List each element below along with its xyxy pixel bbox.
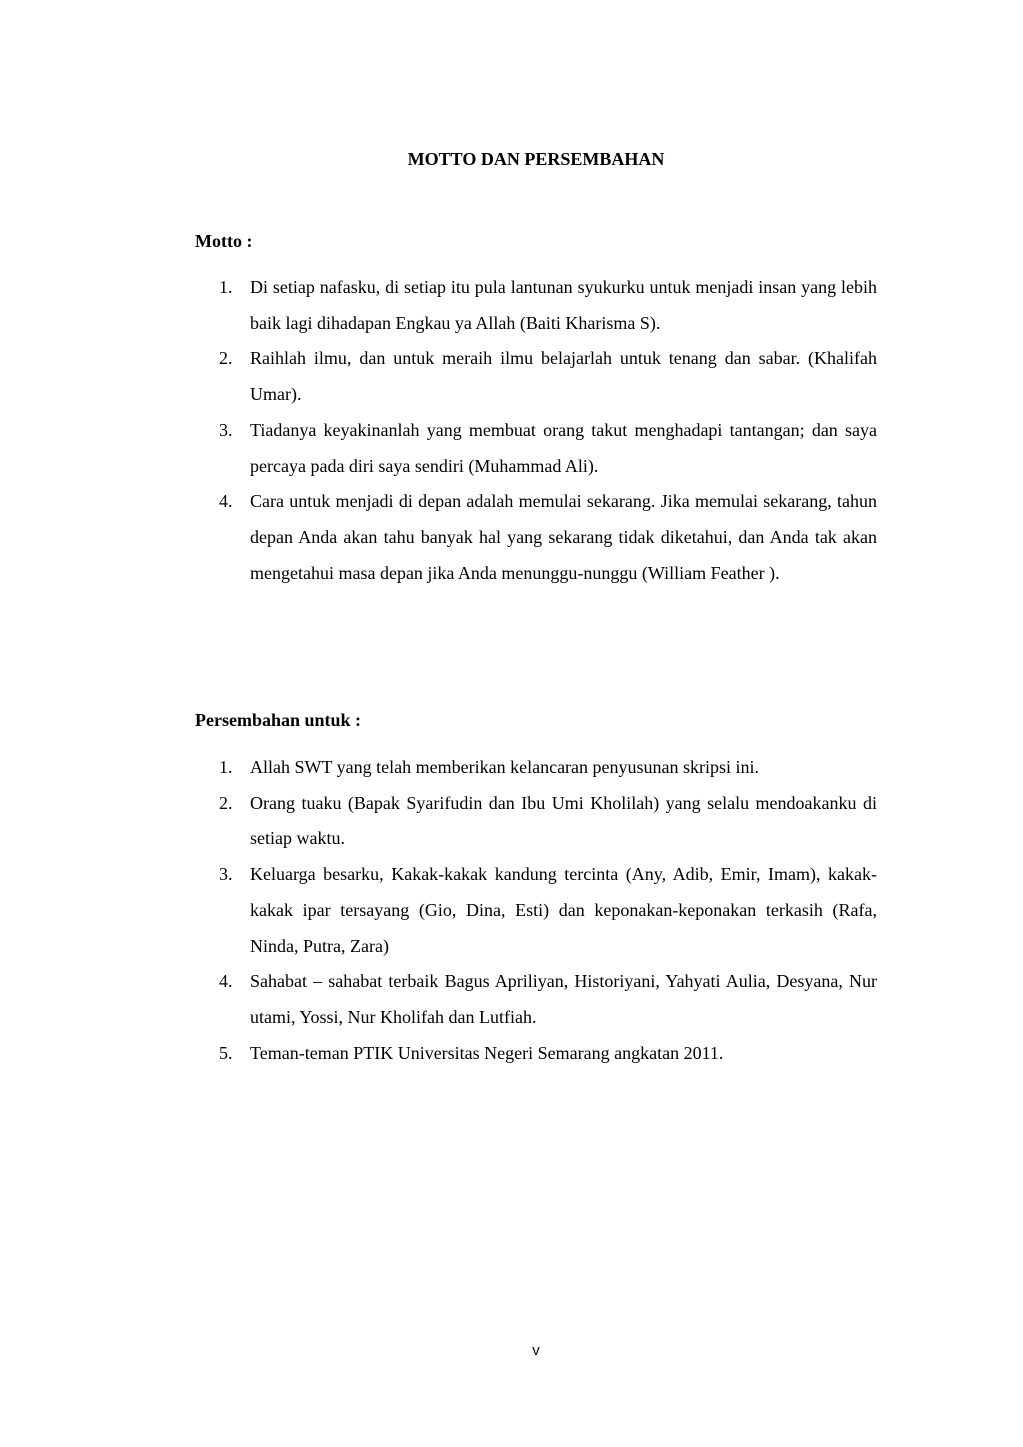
dedication-item-number: 1. (219, 757, 233, 777)
dedication-item-text: Orang tuaku (Bapak Syarifudin dan Ibu Umi Kholilah) yang selalu mendoakanku di setiap waktu. (250, 792, 877, 849)
motto-item-number: 3. (219, 419, 233, 440)
dedication-item-text: Allah SWT yang telah memberikan kelancaran penyusunan skripsi ini. (250, 757, 760, 777)
motto-item (195, 413, 877, 484)
dedication-item-number: 4. (219, 971, 233, 992)
dedication-item (195, 1036, 877, 1072)
page-number: v (532, 1342, 540, 1359)
motto-item-text: Raihlah ilmu, dan untuk meraih ilmu belajarlah untuk tenang dan sabar. (Khalifah Umar). (250, 348, 877, 405)
dedication-item (195, 857, 877, 964)
motto-item (195, 484, 877, 591)
dedication-list (195, 750, 877, 1071)
dedication-item-text: Teman-teman PTIK Universitas Negeri Semarang angkatan 2011. (250, 1042, 724, 1063)
motto-item-number: 4. (219, 491, 233, 512)
motto-heading: Motto : (195, 231, 253, 251)
motto-item-text: Tiadanya keyakinanlah yang membuat orang takut menghadapi tantangan; dan saya percaya pada diri saya sendiri (Muhammad Ali). (250, 419, 877, 476)
dedication-item (195, 750, 877, 786)
motto-item-text: Di setiap nafasku, di setiap itu pula lantunan syukurku untuk menjadi insan yang lebih baik lagi dihadapan Engkau ya Allah (Baiti Kharisma S). (250, 277, 877, 333)
dedication-item-number: 2. (219, 792, 233, 813)
dedication-item (195, 964, 877, 1035)
page-title: MOTTO DAN PERSEMBAHAN (407, 149, 665, 169)
motto-item (195, 341, 877, 412)
motto-item-number: 2. (219, 348, 233, 369)
motto-item-number: 1. (219, 277, 233, 297)
motto-item (195, 270, 877, 341)
motto-list (195, 270, 877, 591)
dedication-item-text: Keluarga besarku, Kakak-kakak kandung tercinta (Any, Adib, Emir, Imam), kakak-kakak ipar tersayang (Gio, Dina, Esti) dan keponakan-keponakan terkasih (Rafa, Ninda, Putra, Zara) (250, 864, 877, 956)
dedication-item-text: Sahabat – sahabat terbaik Bagus Apriliyan, Historiyani, Yahyati Aulia, Desyana, Nur utami, Yossi, Nur Kholifah dan Lutfiah. (250, 971, 877, 1027)
dedication-item-number: 3. (219, 864, 233, 885)
dedication-item-number: 5. (219, 1042, 233, 1063)
dedication-heading: Persembahan untuk : (195, 710, 362, 730)
motto-item-text: Cara untuk menjadi di depan adalah memulai sekarang. Jika memulai sekarang, tahun depan Anda akan tahu banyak hal yang sekarang tidak diketahui, dan Anda tak akan mengetahui masa depan jika Anda menunggu-nunggu (William Feather ). (250, 491, 877, 583)
dedication-item (195, 786, 877, 857)
